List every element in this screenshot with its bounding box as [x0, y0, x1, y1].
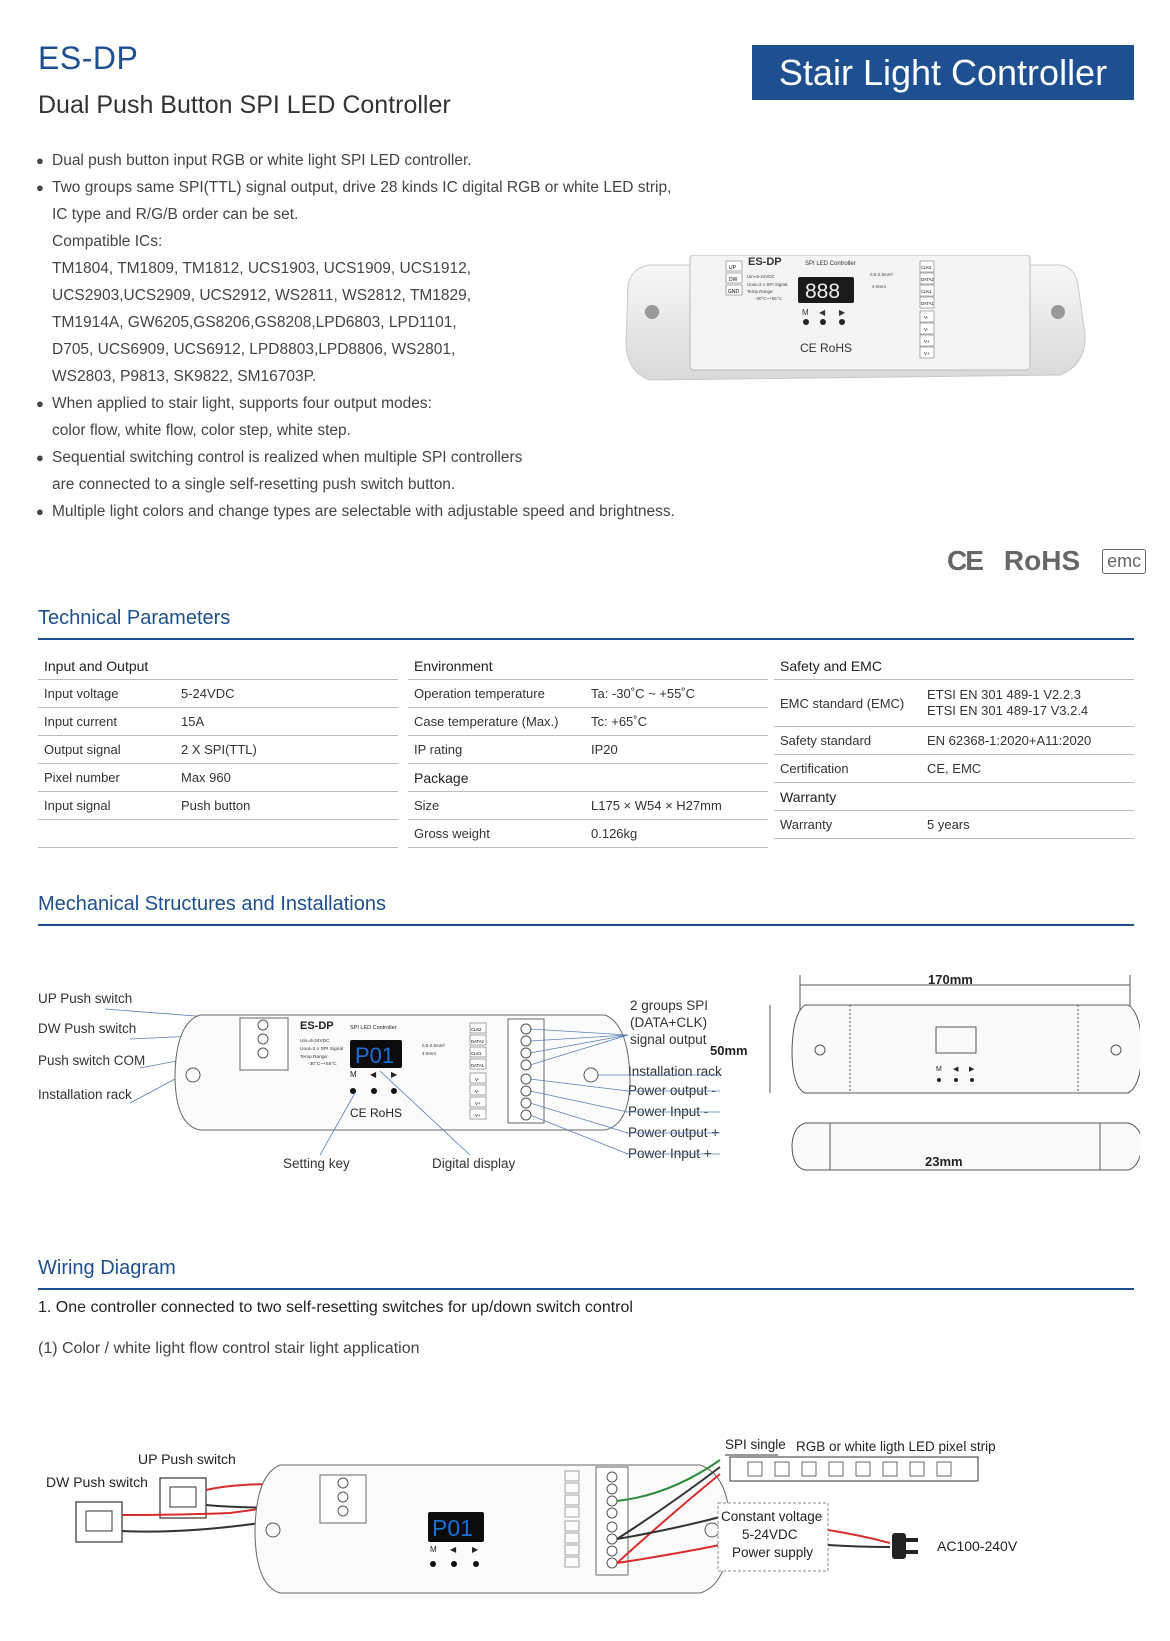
- label-spi-1: 2 groups SPI: [630, 998, 709, 1013]
- wiring-left-arrow-icon: ◀: [450, 1545, 457, 1554]
- param-label: EMC standard (EMC): [774, 680, 921, 727]
- param-label: Certification: [774, 755, 921, 783]
- wiring-dw-switch-label: DW Push switch: [46, 1474, 148, 1490]
- ic-list-2: UCS2903,UCS2909, UCS2912, WS2811, WS2812, TM1829,: [52, 287, 472, 304]
- param-label: Input current: [38, 708, 175, 736]
- emc-standard-2: ETSI EN 301 489-17 V3.2.4: [927, 703, 1089, 718]
- mech-spec-4: -30°C~+55°C: [308, 1062, 337, 1067]
- mech-spec-2: Uout=2 x SPI Signal: [300, 1047, 344, 1052]
- param-value: Ta: -30˚C ~ +55˚C: [585, 680, 768, 708]
- param-label: Input voltage: [38, 680, 175, 708]
- led-pixel-strip: [730, 1457, 978, 1481]
- param-value: EN 62368-1:2020+A11:2020: [921, 727, 1134, 755]
- param-label: Operation temperature: [408, 680, 585, 708]
- ic-list-5: WS2803, P9813, SK9822, SM16703P.: [52, 368, 317, 385]
- ic-list-3: TM1914A, GW6205,GS8206,GS8208,LPD6803, LPD1101,: [52, 314, 457, 331]
- mech-spec-3: Temp.Range:: [300, 1055, 329, 1060]
- product-wire-spec: 0.5-2.5mm²: [870, 272, 894, 277]
- wiring-step-1: 1. One controller connected to two self-resetting switches for up/down switch control: [38, 1299, 633, 1316]
- feature-3: When applied to stair light, supports four output modes:: [52, 395, 432, 412]
- mech-title: SPI LED Controller: [350, 1025, 397, 1031]
- feature-list: ● Dual push button input RGB or white light SPI LED controller. ● Two groups same SPI(TTL) signal output, drive 28 kinds IC digital RGB or white LED strip, IC type and R/G/B order can be set. Compatible ICs: TM1804, TM1809, TM1812, UCS1903, UCS1909, UCS1912, UCS2903,UCS2909, UCS2912, WS2811, WS2812, TM1829, TM1914A, GW6205,GS8206,GS8208,LPD6803, LPD1101, D705, UCS6909, UCS6912, LPD8803,LPD8806, WS2801, WS2803, P9813, SK9822, SM16703P. ● When applied to stair light, supports four output modes: color flow, white flow, color step, white step. ● Sequential switching control is realized when multiple SPI controllers are connected to a single self-resetting push switch button. ● Multiple light colors and change types are selectable with adjustable speed and brightness.: [36, 147, 686, 525]
- spi-single-label: SPI single: [725, 1437, 786, 1452]
- label-setting-key: Setting key: [283, 1156, 350, 1171]
- feature-4: Sequential switching control is realized when multiple SPI controllers: [52, 449, 523, 466]
- label-installation-rack-right: Installation rack: [628, 1064, 722, 1079]
- table-input-output: [38, 652, 398, 848]
- param-label: Input signal: [38, 792, 175, 820]
- wiring-application: (1) Color / white light flow control stair light application: [38, 1340, 420, 1357]
- power-supply-line-2: 5-24VDC: [742, 1527, 798, 1542]
- section-rule: [38, 1288, 1134, 1290]
- mech-spec-1: Uin=5-24VDC: [300, 1039, 330, 1044]
- param-value: IP20: [585, 736, 768, 764]
- product-terminal-vminus-2: V-: [924, 327, 929, 332]
- mech-strip-spec: 4-5mm: [422, 1051, 437, 1056]
- product-right-arrow-icon: ▶: [839, 308, 846, 317]
- label-power-output-minus: Power output -: [628, 1083, 716, 1098]
- section-technical-parameters: Technical Parameters: [38, 607, 231, 629]
- category-banner: Stair Light Controller: [752, 45, 1134, 100]
- emc-standard-1: ETSI EN 301 489-1 V2.2.3: [927, 687, 1081, 702]
- mount-screw-right-icon: [1051, 305, 1065, 319]
- mount-screw-left-icon: [645, 305, 659, 319]
- wiring-mode-key-label: M: [430, 1545, 437, 1554]
- product-display-value: 888: [805, 280, 841, 303]
- product-left-arrow-icon: ◀: [819, 308, 826, 317]
- mech-terminal-vplus-2: V+: [475, 1113, 481, 1118]
- label-installation-rack-left: Installation rack: [38, 1087, 132, 1102]
- table-safety-emc: [774, 652, 1134, 839]
- param-value: L175 × W54 × H27mm: [585, 792, 768, 820]
- page-subtitle: Dual Push Button SPI LED Controller: [38, 91, 451, 119]
- param-label: Case temperature (Max.): [408, 708, 585, 736]
- product-terminal-data2: DATA2: [921, 277, 934, 282]
- emc-mark: emc: [1102, 549, 1146, 574]
- label-power-output-plus: Power output +: [628, 1125, 720, 1140]
- mech-cert-marks: CE RoHS: [350, 1106, 403, 1120]
- param-value: Push button: [175, 792, 398, 820]
- mechanical-diagram: [30, 975, 1140, 1180]
- product-terminal-vplus-1: V+: [924, 339, 930, 344]
- param-label: IP rating: [408, 736, 585, 764]
- param-value: 15A: [175, 708, 398, 736]
- dim-height: 23mm: [925, 1154, 963, 1169]
- label-spi-3: signal output: [630, 1032, 707, 1047]
- mech-terminal-clk2: CLK2: [471, 1027, 482, 1032]
- power-supply-line-1: Constant voltage: [721, 1509, 823, 1524]
- mech-left-arrow-icon: ◀: [370, 1070, 377, 1079]
- dim-mode-key-label: M: [936, 1066, 942, 1073]
- mech-terminal-data1: DATA1: [471, 1063, 484, 1068]
- label-dw-push-switch: DW Push switch: [38, 1021, 137, 1036]
- dim-length: 170mm: [928, 975, 973, 987]
- section-rule: [38, 924, 1134, 926]
- led-strip-label: RGB or white ligth LED pixel strip: [796, 1439, 996, 1454]
- mech-model: ES-DP: [300, 1020, 334, 1032]
- mech-terminal-clk1: CLK1: [471, 1051, 482, 1056]
- product-spec-4: -30°C~+55°C: [755, 296, 782, 301]
- ac-plug-icon: [892, 1533, 918, 1559]
- product-strip-spec: 4-5mm: [872, 284, 887, 289]
- product-spec-3: Temp.Range:: [747, 289, 774, 294]
- ic-list-1: TM1804, TM1809, TM1812, UCS1903, UCS1909, UCS1912,: [52, 260, 472, 277]
- param-value: 5 years: [921, 811, 1134, 839]
- section-wiring: Wiring Diagram: [38, 1257, 176, 1279]
- feature-1: Dual push button input RGB or white light SPI LED controller.: [52, 152, 472, 169]
- param-value: 5-24VDC: [175, 680, 398, 708]
- table-header: Safety and EMC: [774, 652, 1134, 680]
- table-header: Input and Output: [38, 652, 398, 680]
- product-cert-marks: CE RoHS: [800, 341, 853, 355]
- dim-width: 50mm: [710, 1043, 748, 1058]
- product-spec-2: Uout=2 x SPI Signal: [747, 282, 788, 287]
- section-mechanical: Mechanical Structures and Installations: [38, 893, 386, 915]
- product-mode-key-label: M: [802, 308, 809, 317]
- product-spec-1: Uin=5-24VDC: [747, 274, 775, 279]
- param-value: 2 X SPI(TTL): [175, 736, 398, 764]
- power-supply-line-3: Power supply: [732, 1545, 814, 1560]
- label-power-input-minus: Power Input -: [628, 1104, 709, 1119]
- product-terminal-gnd: GND: [728, 289, 740, 295]
- section-rule: [38, 638, 1134, 640]
- certification-marks: [947, 545, 1146, 577]
- mech-terminal-vminus-1: V-: [475, 1077, 480, 1082]
- param-label: Output signal: [38, 736, 175, 764]
- product-title: SPI LED Controller: [805, 261, 856, 267]
- param-label: Gross weight: [408, 820, 585, 848]
- label-push-switch-com: Push switch COM: [38, 1053, 146, 1068]
- product-terminal-clk1: CLK1: [921, 289, 932, 294]
- table-header: Warranty: [774, 783, 1134, 811]
- mech-terminal-vminus-2: V-: [475, 1089, 480, 1094]
- wiring-up-switch-label: UP Push switch: [138, 1451, 236, 1467]
- ac-voltage-label: AC100-240V: [937, 1538, 1018, 1554]
- ce-mark: CE: [947, 545, 982, 576]
- product-terminal-data1: DATA1: [921, 301, 934, 306]
- dim-right-arrow-icon: ▶: [969, 1066, 975, 1073]
- mech-mode-key-label: M: [350, 1070, 357, 1079]
- wiring-right-arrow-icon: ▶: [472, 1545, 479, 1554]
- product-terminal-up: UP: [729, 265, 736, 271]
- product-terminal-clk2: CLK2: [921, 265, 932, 270]
- label-digital-display: Digital display: [432, 1156, 516, 1171]
- mech-right-arrow-icon: ▶: [391, 1070, 398, 1079]
- param-label: Warranty: [774, 811, 921, 839]
- label-power-input-plus: Power Input +: [628, 1146, 712, 1161]
- mech-terminal-vplus-1: V+: [475, 1101, 481, 1106]
- mech-terminal-data2: DATA2: [471, 1039, 484, 1044]
- label-up-push-switch: UP Push switch: [38, 991, 133, 1006]
- product-terminal-dw: DW: [729, 277, 738, 283]
- feature-4-cont: are connected to a single self-resetting push switch button.: [52, 476, 456, 493]
- ic-list-4: D705, UCS6909, UCS6912, LPD8803,LPD8806, WS2801,: [52, 341, 456, 358]
- param-label: Pixel number: [38, 764, 175, 792]
- feature-2-order: IC type and R/G/B order can be set.: [52, 206, 299, 223]
- table-header: Package: [408, 764, 768, 792]
- product-terminal-vplus-2: V+: [924, 351, 930, 356]
- mech-wire-spec: 0.5-2.5mm²: [422, 1043, 446, 1048]
- feature-2: Two groups same SPI(TTL) signal output, drive 28 kinds IC digital RGB or white LED strip,: [52, 179, 672, 196]
- param-value: Max 960: [175, 764, 398, 792]
- up-push-switch-icon: [160, 1478, 206, 1518]
- rohs-mark: RoHS: [1003, 545, 1081, 576]
- dw-push-switch-icon: [76, 1502, 122, 1542]
- param-value: Tc: +65˚C: [585, 708, 768, 736]
- param-value: 0.126kg: [585, 820, 768, 848]
- mech-display-value: P01: [355, 1043, 395, 1068]
- wiring-display-value: P01: [432, 1515, 473, 1541]
- table-header: Environment: [408, 652, 768, 680]
- param-label: Safety standard: [774, 727, 921, 755]
- table-environment: [408, 652, 768, 848]
- product-image: [620, 255, 1090, 395]
- model-name: ES-DP: [38, 40, 139, 76]
- param-value: CE, EMC: [921, 755, 1134, 783]
- wiring-diagram: [30, 1435, 1140, 1630]
- dim-left-arrow-icon: ◀: [953, 1066, 959, 1073]
- feature-3-modes: color flow, white flow, color step, white step.: [52, 422, 351, 439]
- product-model: ES-DP: [748, 256, 782, 268]
- param-label: Size: [408, 792, 585, 820]
- product-terminal-vminus-1: V-: [924, 315, 929, 320]
- label-spi-2: (DATA+CLK): [630, 1015, 708, 1030]
- feature-2-ics-label: Compatible ICs:: [52, 233, 163, 250]
- feature-5: Multiple light colors and change types are selectable with adjustable speed and brightness.: [52, 503, 675, 520]
